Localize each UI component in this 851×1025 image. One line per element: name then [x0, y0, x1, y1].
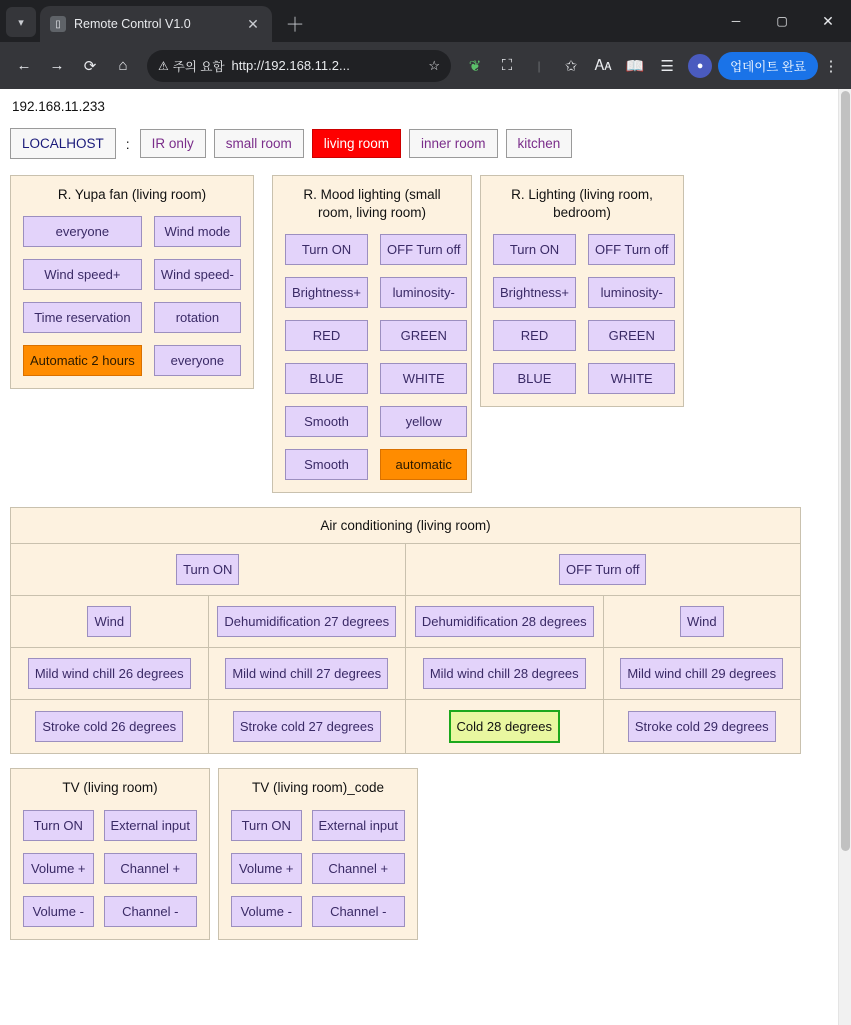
- tv-button-turn-on[interactable]: Turn ON: [23, 810, 94, 841]
- ac-cell: [209, 648, 407, 699]
- tvcode-button-turn-on[interactable]: Turn ON: [231, 810, 302, 841]
- scrollbar-thumb[interactable]: [841, 91, 850, 851]
- fan-button-everyone-2[interactable]: everyone: [154, 345, 241, 376]
- mood-button-smooth-2[interactable]: Smooth: [285, 449, 368, 480]
- fan-button-rotation[interactable]: rotation: [154, 302, 241, 333]
- panel-tv-living-room: [10, 768, 210, 939]
- panel-mood-lighting: [272, 175, 472, 493]
- url-text: http://192.168.11.2...: [231, 58, 350, 73]
- ac-row-power: [11, 543, 800, 595]
- star-icon[interactable]: ☆: [428, 57, 441, 73]
- light-button-red[interactable]: RED: [493, 320, 576, 351]
- warning-triangle-icon: ⚠: [158, 58, 169, 73]
- mood-button-blue[interactable]: BLUE: [285, 363, 368, 394]
- fan-button-wind-speed-down[interactable]: Wind speed-: [154, 259, 241, 290]
- light-button-green[interactable]: GREEN: [588, 320, 675, 351]
- mood-button-white[interactable]: WHITE: [380, 363, 467, 394]
- back-arrow-icon[interactable]: ←: [16, 57, 32, 74]
- window-close-icon[interactable]: ✕: [822, 12, 834, 29]
- light-button-blue[interactable]: BLUE: [493, 363, 576, 394]
- playlist-icon[interactable]: ☰: [660, 57, 674, 75]
- ac-button-turn-off[interactable]: OFF Turn off: [559, 554, 646, 585]
- ac-button-cold-27[interactable]: Stroke cold 27 degrees: [233, 711, 381, 742]
- ac-cell: [209, 596, 407, 647]
- ac-button-wind-left[interactable]: Wind: [87, 606, 131, 637]
- favorites-icon[interactable]: ✩: [564, 57, 578, 75]
- browser-toolbar: [0, 42, 851, 89]
- room-button-ir-only[interactable]: IR only: [140, 129, 206, 158]
- ac-cell: [406, 700, 604, 753]
- address-bar[interactable]: [147, 50, 451, 82]
- tab-search-chevron-down-icon[interactable]: ▾: [6, 7, 36, 37]
- mood-button-turn-off[interactable]: OFF Turn off: [380, 234, 467, 265]
- ac-row-mild-wind-chill: [11, 647, 800, 699]
- toolbar-right-icons: [460, 51, 842, 81]
- profile-avatar[interactable]: ●: [688, 54, 712, 78]
- forward-arrow-icon[interactable]: →: [49, 57, 65, 74]
- panel-title: R. Yupa fan (living room): [57, 187, 207, 202]
- panel-tv-living-room-code: [218, 768, 418, 939]
- mood-button-green[interactable]: GREEN: [380, 320, 467, 351]
- reload-icon[interactable]: ⟳: [83, 57, 97, 75]
- fan-button-time-reservation[interactable]: Time reservation: [23, 302, 142, 333]
- room-button-living-room[interactable]: living room: [312, 129, 401, 158]
- ac-button-mild-28[interactable]: Mild wind chill 28 degrees: [423, 658, 586, 689]
- page-viewport: [0, 89, 851, 1025]
- ac-row-stroke-cold: [11, 699, 800, 753]
- fan-button-wind-mode[interactable]: Wind mode: [154, 216, 241, 247]
- panel-title: Air conditioning (living room): [320, 518, 491, 534]
- panel-lighting: [480, 175, 684, 407]
- page-content: [0, 89, 838, 1025]
- light-button-luminosity-down[interactable]: luminosity-: [588, 277, 675, 308]
- panel-air-conditioning: [10, 507, 801, 754]
- home-icon[interactable]: ⌂: [118, 57, 128, 74]
- mood-button-automatic[interactable]: automatic: [380, 449, 467, 480]
- panel-buttons: [23, 810, 197, 927]
- kebab-menu-icon[interactable]: ⋮: [823, 57, 839, 75]
- ac-cell: [406, 544, 801, 595]
- light-button-brightness-up[interactable]: Brightness+: [493, 277, 576, 308]
- ac-button-mild-27[interactable]: Mild wind chill 27 degrees: [225, 658, 388, 689]
- tab-title: Remote Control V1.0: [74, 17, 191, 31]
- tv-button-volume-up[interactable]: Volume +: [23, 853, 94, 884]
- panel-title: R. Mood lighting (small room, living room): [303, 187, 441, 221]
- room-button-inner-room[interactable]: inner room: [409, 129, 498, 158]
- light-button-turn-off[interactable]: OFF Turn off: [588, 234, 675, 265]
- tvcode-button-channel-down[interactable]: Channel -: [312, 896, 406, 927]
- tvcode-button-volume-down[interactable]: Volume -: [231, 896, 302, 927]
- panel-title: R. Lighting (living room, bedroom): [511, 187, 653, 221]
- ac-cell: [604, 596, 801, 647]
- tv-button-channel-down[interactable]: Channel -: [104, 896, 198, 927]
- panel-title: TV (living room): [62, 780, 158, 796]
- leaf-icon[interactable]: ❦: [468, 57, 482, 75]
- ac-cell: [11, 700, 209, 753]
- browser-tab[interactable]: [40, 6, 272, 42]
- ac-cell: [11, 544, 406, 595]
- panel-yupa-fan: [10, 175, 254, 389]
- tv-button-volume-down[interactable]: Volume -: [23, 896, 94, 927]
- room-button-small-room[interactable]: small room: [214, 129, 304, 158]
- ac-row-dehumidification: [11, 595, 800, 647]
- host-room-selector: [10, 128, 838, 159]
- device-panels-row: [10, 175, 838, 493]
- device-icon: ▯: [50, 16, 66, 32]
- ac-cell: [11, 648, 209, 699]
- tv-panels-row: [10, 768, 838, 939]
- ac-cell: [406, 596, 604, 647]
- panel-buttons: [23, 216, 241, 376]
- mood-button-red[interactable]: RED: [285, 320, 368, 351]
- panel-buttons: [493, 234, 671, 394]
- tvcode-button-channel-up[interactable]: Channel +: [312, 853, 406, 884]
- tv-button-external-input[interactable]: External input: [104, 810, 198, 841]
- ac-button-wind-right[interactable]: Wind: [680, 606, 724, 637]
- close-icon[interactable]: ✕: [247, 15, 259, 32]
- ac-button-cold-29[interactable]: Stroke cold 29 degrees: [628, 711, 776, 742]
- separator-colon: :: [125, 135, 130, 152]
- extensions-icon[interactable]: ⛶: [501, 57, 513, 74]
- ac-button-cold-26[interactable]: Stroke cold 26 degrees: [35, 711, 183, 742]
- ac-button-mild-29[interactable]: Mild wind chill 29 degrees: [620, 658, 783, 689]
- room-button-kitchen[interactable]: kitchen: [506, 129, 573, 158]
- tvcode-button-external-input[interactable]: External input: [312, 810, 406, 841]
- panel-title: TV (living room)_code: [251, 780, 385, 796]
- divider-icon: |: [537, 58, 541, 73]
- ac-button-turn-on[interactable]: Turn ON: [176, 554, 239, 585]
- mood-button-turn-on[interactable]: Turn ON: [285, 234, 368, 265]
- maximize-icon[interactable]: ▢: [776, 14, 788, 28]
- tv-button-channel-up[interactable]: Channel +: [104, 853, 198, 884]
- fan-button-everyone[interactable]: everyone: [23, 216, 142, 247]
- translate-icon[interactable]: 🗛: [594, 57, 612, 74]
- ac-cell: [604, 700, 801, 753]
- ac-button-dehumidification-27[interactable]: Dehumidification 27 degrees: [217, 606, 396, 637]
- localhost-label[interactable]: LOCALHOST: [10, 128, 116, 159]
- reading-mode-icon[interactable]: 📖: [625, 57, 645, 75]
- mood-button-luminosity-down[interactable]: luminosity-: [380, 277, 467, 308]
- security-warning-label: 주의 요함: [172, 59, 225, 74]
- minimize-icon[interactable]: ─: [731, 14, 741, 28]
- ac-button-mild-26[interactable]: Mild wind chill 26 degrees: [28, 658, 191, 689]
- panel-buttons: [231, 810, 405, 927]
- window-controls: [713, 0, 851, 42]
- ac-cell: [11, 596, 209, 647]
- ac-cell: [604, 648, 801, 699]
- update-button[interactable]: 업데이트 완료: [718, 52, 818, 80]
- tvcode-button-volume-up[interactable]: Volume +: [231, 853, 302, 884]
- page-scrollbar[interactable]: [838, 89, 851, 1025]
- new-tab-button[interactable]: ＋: [285, 14, 305, 36]
- mood-button-brightness-up[interactable]: Brightness+: [285, 277, 368, 308]
- ac-button-cold-28-selected[interactable]: Cold 28 degrees: [449, 710, 560, 743]
- light-button-turn-on[interactable]: Turn ON: [493, 234, 576, 265]
- panel-buttons: [285, 234, 459, 480]
- mood-button-yellow[interactable]: yellow: [380, 406, 467, 437]
- fan-button-wind-speed-up[interactable]: Wind speed+: [23, 259, 142, 290]
- light-button-white[interactable]: WHITE: [588, 363, 675, 394]
- fan-button-automatic-2-hours[interactable]: Automatic 2 hours: [23, 345, 142, 376]
- security-warning[interactable]: [158, 57, 225, 75]
- ac-button-dehumidification-28[interactable]: Dehumidification 28 degrees: [415, 606, 594, 637]
- ip-address-text: 192.168.11.233: [12, 99, 105, 114]
- mood-button-smooth[interactable]: Smooth: [285, 406, 368, 437]
- tab-strip: [0, 0, 851, 42]
- ac-cell: [209, 700, 407, 753]
- ac-cell: [406, 648, 604, 699]
